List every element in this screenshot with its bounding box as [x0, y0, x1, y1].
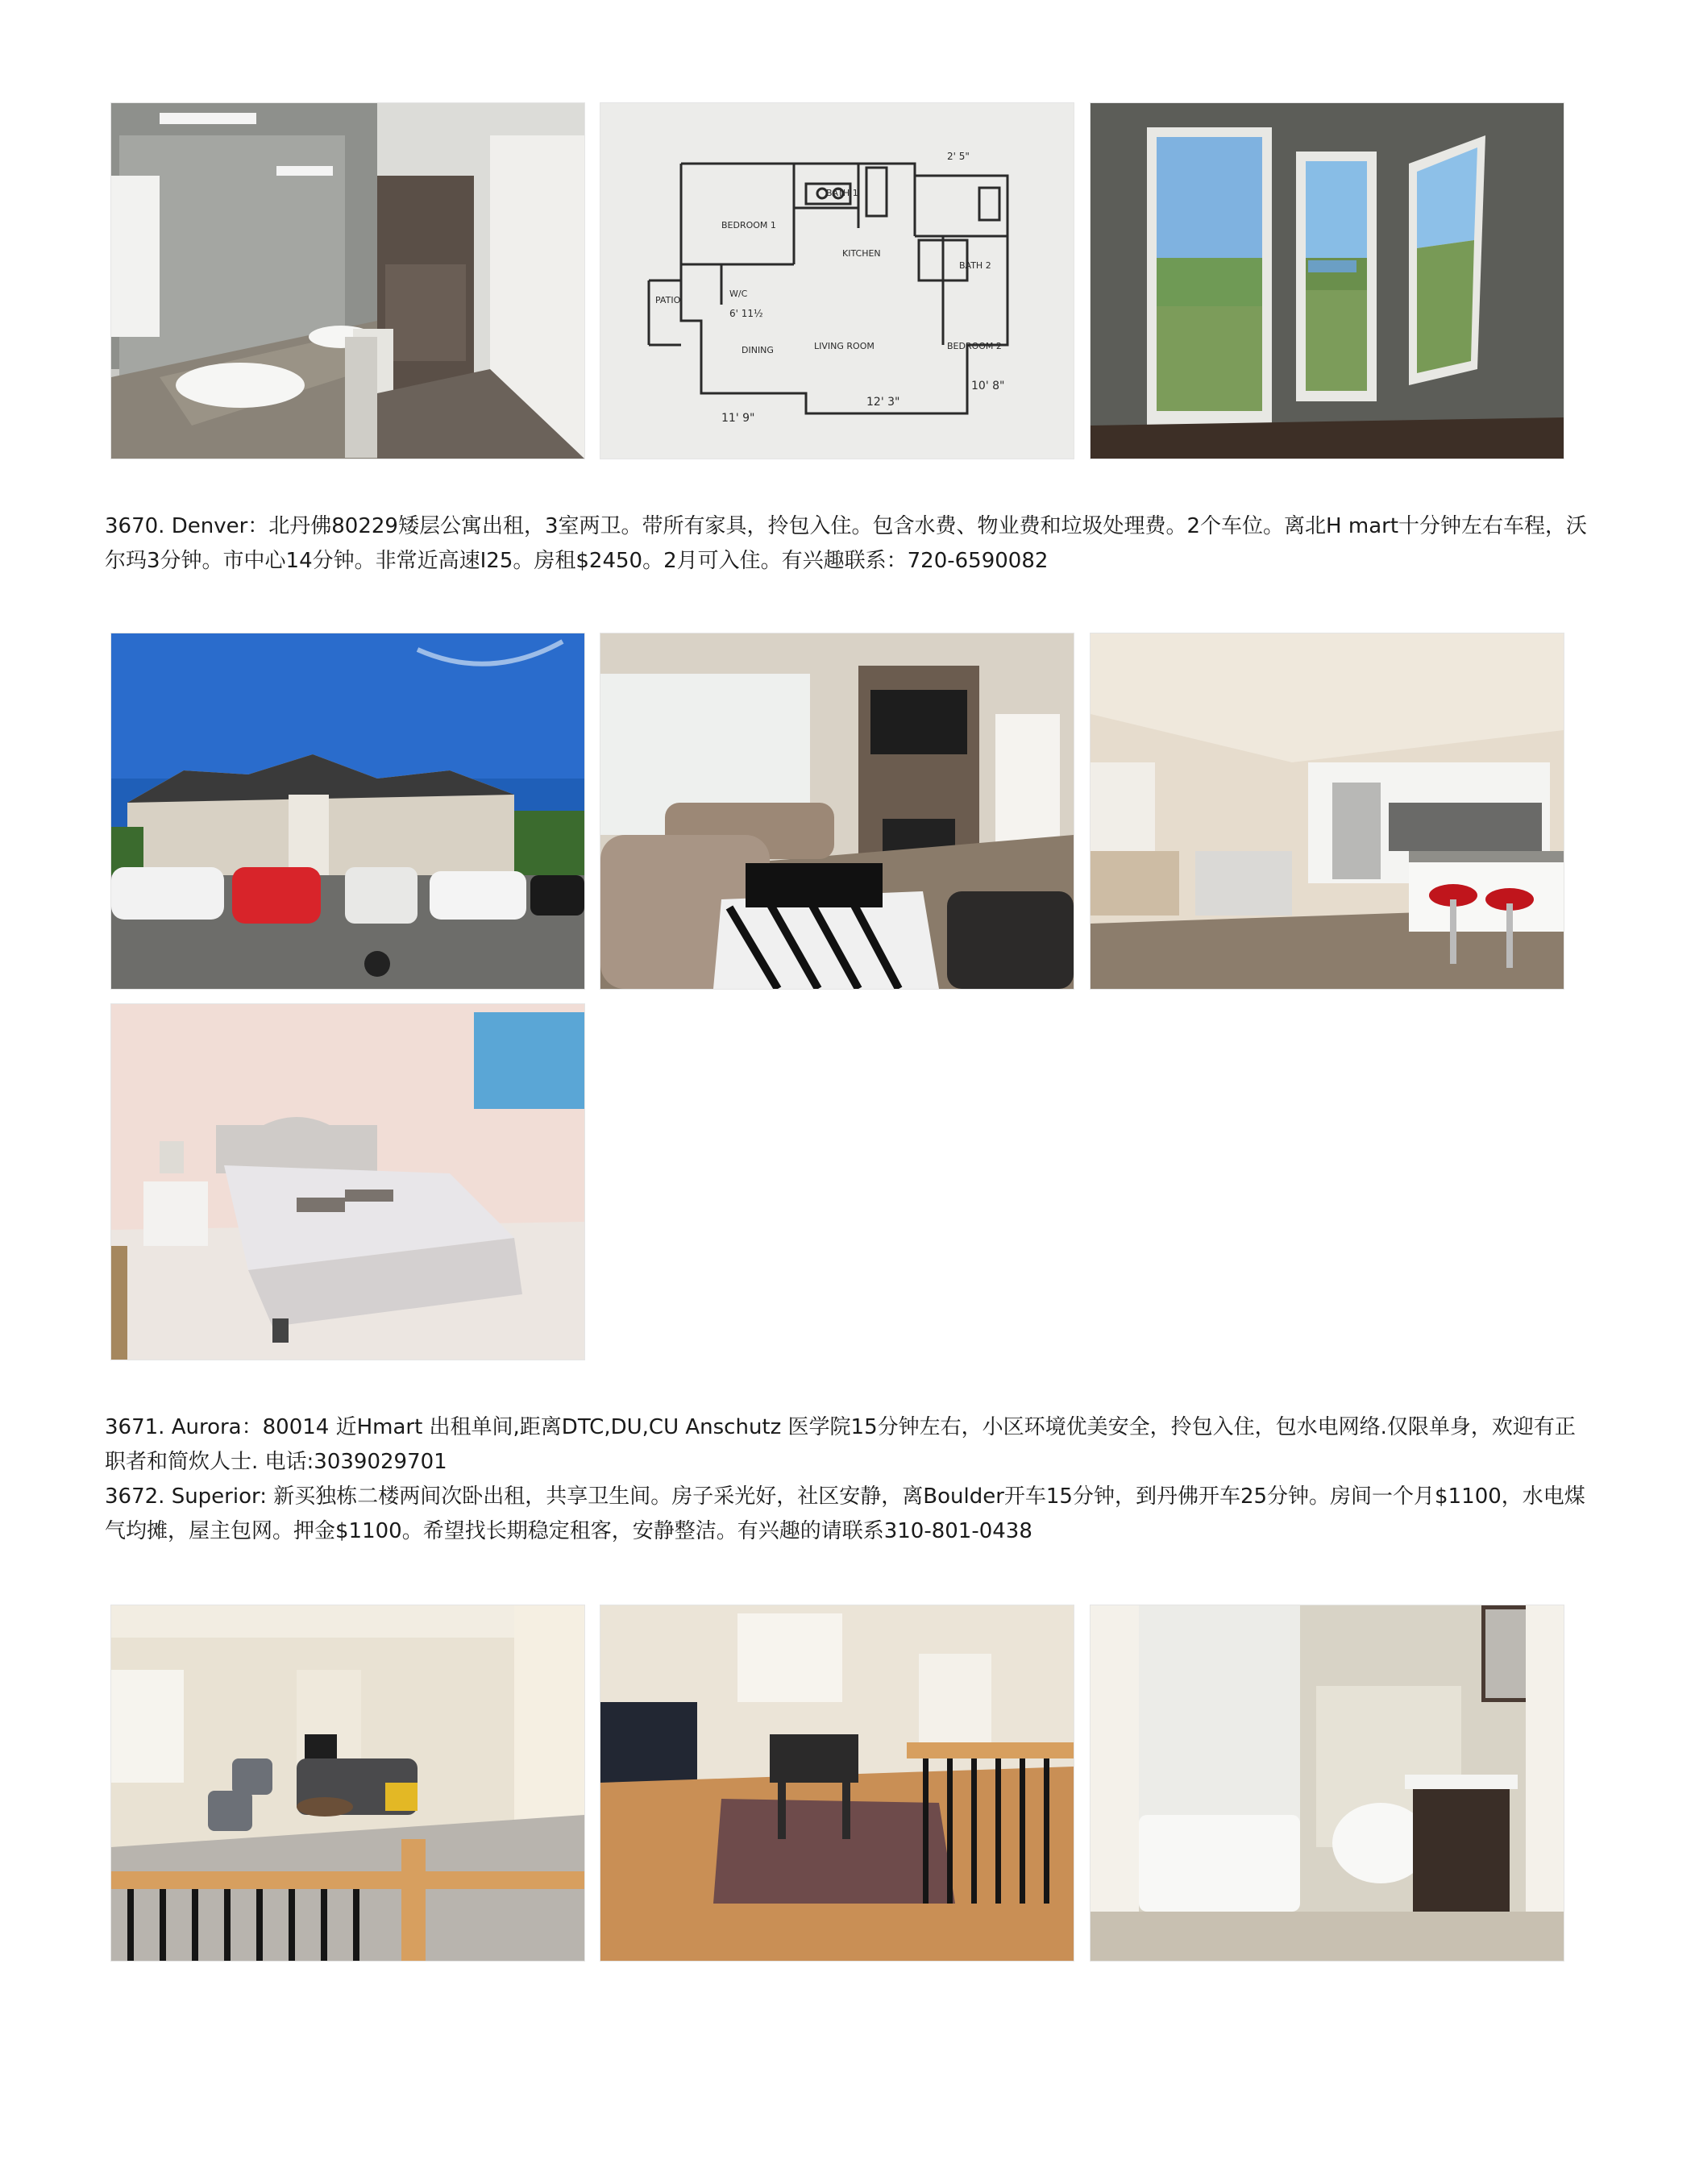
fp-bedroom2: BEDROOM 2 — [947, 341, 1002, 351]
listing-3672 — [105, 1480, 1589, 1549]
listing-text: 3670. Denver：北丹佛80229矮层公寓出租，3室两卫。带所有家具，拎包入住。包含水费、物业费和垃圾处理费。2个车位。离北H mart十分钟左右车程，沃尔玛3分钟。市中心14分钟。非常近高速I25。房租$2450。2月可入住。有兴趣联系：720-6590082 — [105, 514, 1588, 573]
listing-text: 3671. Aurora：80014 近Hmart 出租单间,距离DTC,DU,CU Anschutz 医学院15分钟左右，小区环境优美安全，拎包入住，包水电网络.仅限单身，欢迎有正职者和简炊人士. 电话:3039029701 — [105, 1415, 1576, 1474]
fp-dim3: 10' 8" — [971, 380, 1005, 392]
listing-text: 3672. Superior: 新买独栋二楼两间次卧出租，共享卫生间。房子采光好，社区安静，离Boulder开车15分钟，到丹佛开车25分钟。房间一个月$1100，水电煤气均摊，屋主包网。押金$1100。希望找长期稳定租客，安静整洁。有兴趣的请联系310-801-0438 — [105, 1484, 1585, 1543]
photo-bedroom — [111, 1004, 584, 1360]
listing-3671 — [105, 1410, 1589, 1480]
fp-bath2: BATH 2 — [959, 260, 991, 271]
photo-living-room — [600, 633, 1074, 989]
fp-kitchen: KITCHEN — [842, 248, 881, 259]
photo-guest-bathroom — [1091, 1605, 1564, 1961]
photo-corner-windows — [1091, 103, 1564, 459]
photo-loft-living-room — [111, 1605, 584, 1961]
photo-floor-plan — [600, 103, 1074, 459]
photo-bathroom-vanity — [111, 103, 584, 459]
fp-living: LIVING ROOM — [814, 341, 875, 351]
fp-dim2: 12' 3" — [866, 396, 900, 409]
photo-kitchen — [1091, 633, 1564, 989]
photo-dining-area — [600, 1605, 1074, 1961]
fp-patio: PATIO — [655, 295, 681, 305]
fp-wic: W/C — [729, 289, 748, 299]
listing-3670 — [105, 509, 1589, 579]
fp-bedroom1: BEDROOM 1 — [721, 220, 776, 230]
fp-bath1: BATH 1 — [826, 188, 858, 198]
fp-dining: DINING — [742, 345, 774, 355]
fp-dim5: 2' 5" — [947, 151, 970, 162]
fp-dim1: 11' 9" — [721, 412, 755, 425]
fp-dim4: 6' 11½ — [729, 308, 763, 319]
photo-building-exterior — [111, 633, 584, 989]
